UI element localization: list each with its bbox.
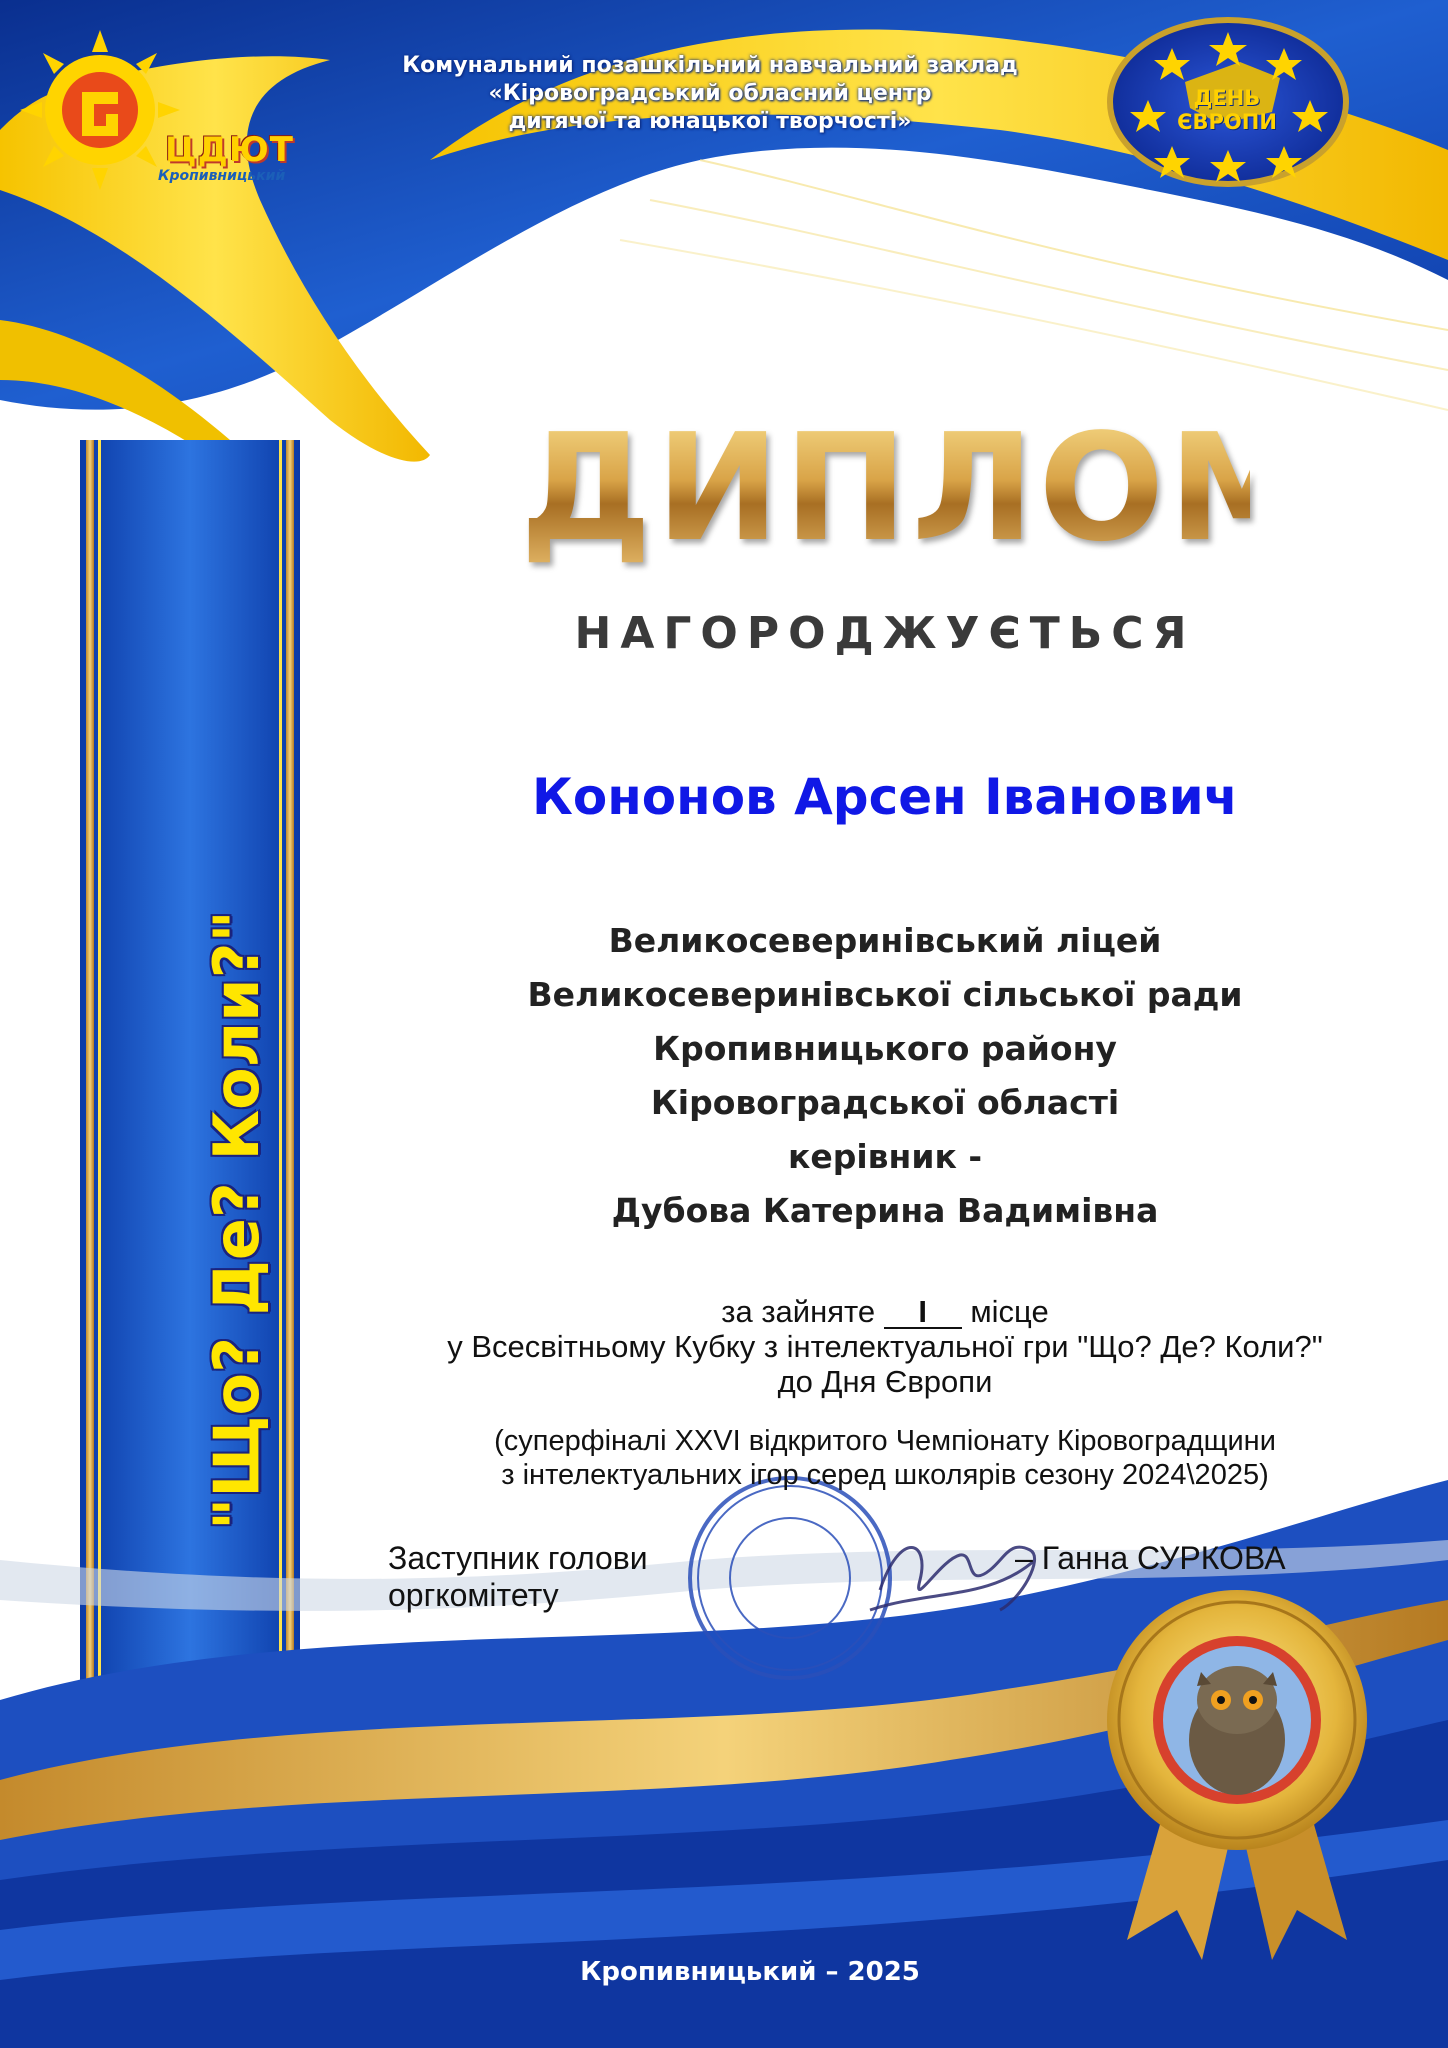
signatory-title-line-1: Заступник голови (388, 1540, 648, 1576)
header-line-2: «Кіровоградський обласний центр (488, 81, 932, 106)
footer-city-year: Кропивницький – 2025 (580, 1957, 920, 1987)
organization-block (420, 914, 1350, 1238)
europe-badge-line-2: ЄВРОПИ (1177, 110, 1277, 134)
cdyut-logo-subtext: Кропивницький (158, 168, 286, 184)
side-banner-title: "Що? Де? Коли?" (200, 910, 273, 1530)
europe-badge-line-1: ДЕНЬ (1193, 86, 1261, 110)
note-line-2: з інтелектуальних ігор серед школярів сезону 2024\2025) (501, 1459, 1269, 1491)
recipient-name: Кононов Арсен Іванович (532, 768, 1238, 826)
org-line-1: Великосеверинівський ліцей (608, 921, 1162, 960)
org-line-4: Кіровоградської області (650, 1083, 1120, 1122)
signatory-title-line-2: оргкомітету (388, 1577, 559, 1613)
award-note (420, 1424, 1350, 1492)
europe-day-badge (1162, 86, 1292, 134)
cdyut-logo-text: ЦДЮТ (165, 130, 294, 170)
diploma-title: ДИПЛОМ (520, 402, 1320, 574)
place-value: I (884, 1297, 962, 1329)
note-line-1: (суперфіналі XXVI відкритого Чемпіонату Кіровоградщини (494, 1425, 1276, 1457)
award-block (330, 1294, 1440, 1399)
award-place-line (330, 1294, 1440, 1329)
org-line-6: Дубова Катерина Вадимівна (611, 1191, 1159, 1230)
award-prefix: за зайняте (721, 1294, 876, 1329)
org-line-3: Кропивницького району (653, 1029, 1117, 1068)
org-line-5: керівник - (787, 1137, 983, 1176)
diploma-subtitle: НАГОРОДЖУЄТЬСЯ (574, 608, 1196, 659)
signatory-title (388, 1540, 648, 1614)
award-line-1: у Всесвітньому Кубку з інтелектуальної гри "Що? Де? Коли?" (447, 1329, 1323, 1364)
signatory-name: – Ганна СУРКОВА (1015, 1540, 1286, 1576)
award-line-2: до Дня Європи (777, 1364, 993, 1399)
header-line-1: Комунальний позашкільний навчальний заклад (402, 53, 1018, 78)
award-suffix: місце (970, 1294, 1049, 1329)
org-line-2: Великосеверинівської сільської ради (527, 975, 1243, 1014)
header-line-3: дитячої та юнацької творчості» (508, 109, 912, 134)
institution-header (380, 52, 1040, 136)
